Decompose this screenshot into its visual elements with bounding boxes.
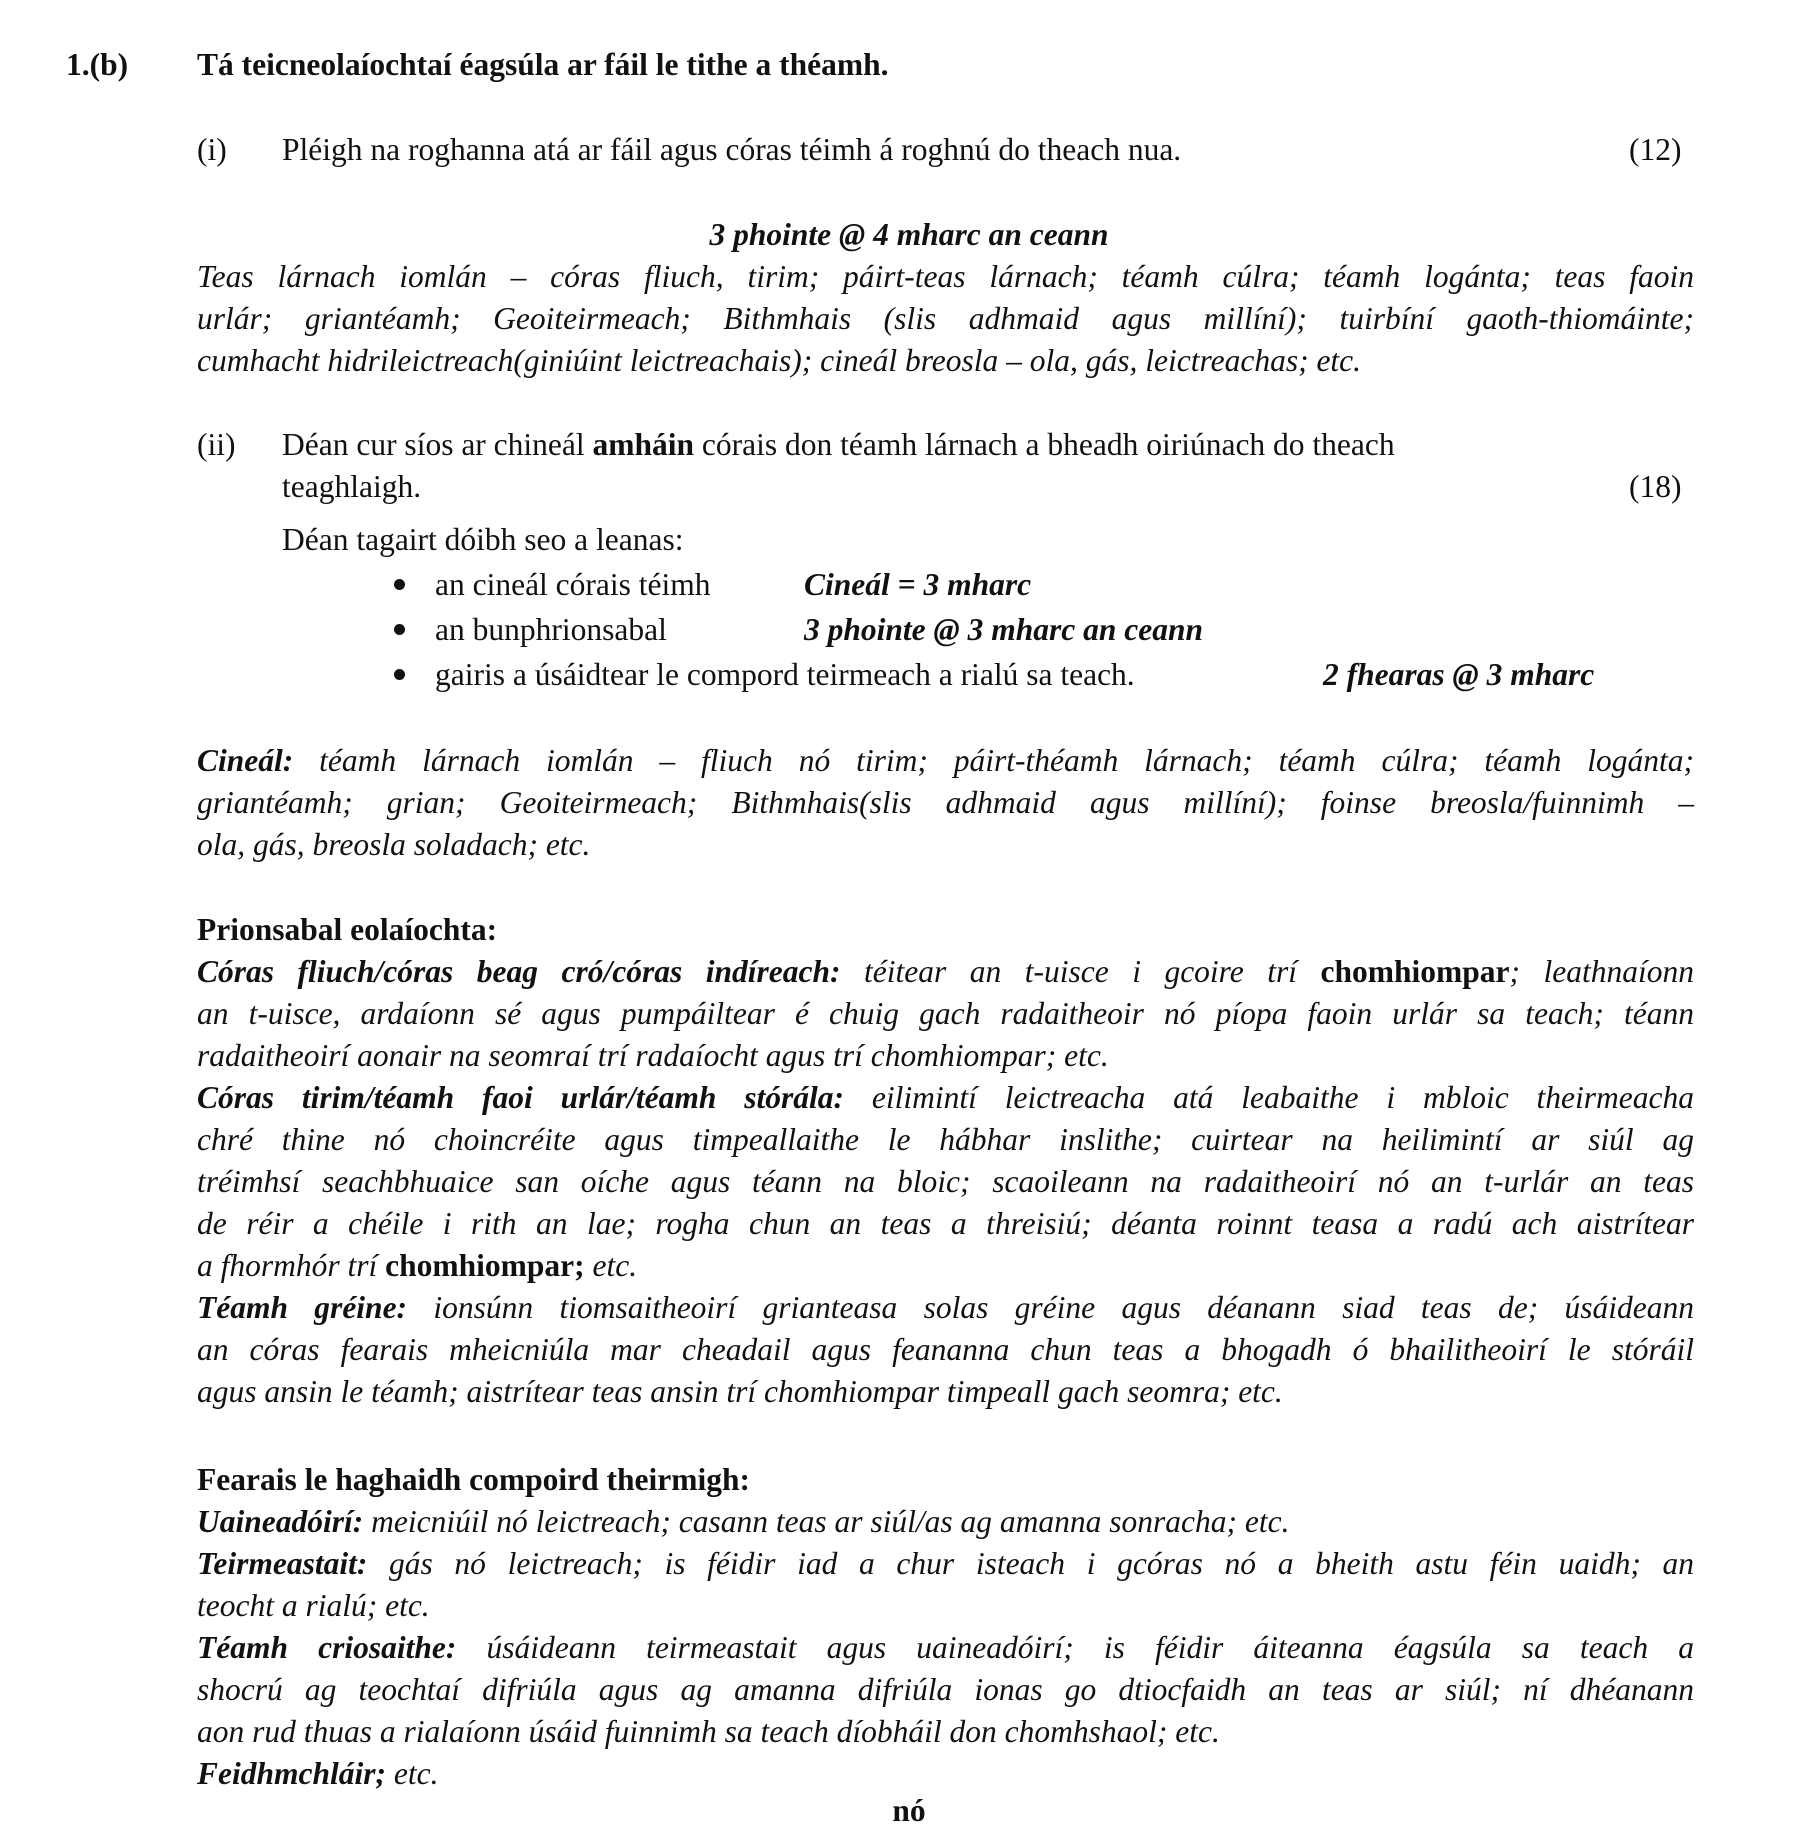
dry-text: eilimintí leictreacha atá leabaithe i mbloic theirmeacha: [844, 1080, 1694, 1115]
bullet-icon: [394, 624, 405, 635]
dry-text-b: etc.: [584, 1248, 638, 1283]
fearais-heading: Fearais le haghaidh compoird theirmigh:: [197, 1462, 750, 1497]
part-ii-text-a: Déan cur síos ar chineál: [282, 427, 593, 462]
bullet-text: an cineál córais téimh: [435, 567, 711, 602]
bullet-scheme: 2 fhearas @ 3 mharc: [1323, 657, 1595, 692]
timers-label: Uaineadóirí:: [197, 1504, 364, 1539]
zoned-text: úsáideann teirmeastait agus uaineadóirí; is féidir áiteanna éagsúla sa teach a: [456, 1630, 1694, 1665]
wet-label: Córas fliuch/córas beag cró/córas indíreach:: [197, 954, 841, 989]
solar-label: Téamh gréine:: [197, 1290, 408, 1325]
question-number: 1.(b): [66, 47, 129, 82]
zoned-label: Téamh criosaithe:: [197, 1630, 457, 1665]
dry-line: [197, 1077, 1694, 1119]
appliances-text: etc.: [386, 1756, 439, 1791]
bullet-text: gairis a úsáidtear le compord teirmeach a rialú sa teach.: [435, 657, 1135, 692]
zoned-line: shocrú ag teochtaí difriúla agus ag amanna difriúla ionas go dtiocfaidh an teas ar siúl; ní dhéanann: [197, 1672, 1694, 1707]
cineal-line: ola, gás, breosla soladach; etc.: [197, 827, 591, 862]
bullet-icon: [394, 669, 405, 680]
part-i-label: (i): [197, 132, 227, 167]
solar-line: agus ansin le téamh; aistrítear teas ansin trí chomhiompar timpeall gach seomra; etc.: [197, 1374, 1283, 1409]
cineal-label: Cineál:: [197, 743, 294, 778]
part-i-answer: [197, 256, 1694, 382]
prionsabal-body: [197, 951, 1694, 1413]
or-separator: nó: [892, 1793, 926, 1828]
prionsabal-heading: Prionsabal eolaíochta:: [197, 912, 498, 947]
cineal-answer: [197, 740, 1694, 866]
part-ii-refer: Déan tagairt dóibh seo a leanas:: [282, 522, 684, 557]
appliances-line: [197, 1753, 1694, 1795]
zoned-line: [197, 1627, 1694, 1669]
part-ii-label: (ii): [197, 427, 236, 462]
appliances-label: Feidhmchláir;: [197, 1756, 387, 1791]
wet-line: an t-uisce, ardaíonn sé agus pumpáiltear é chuig gach radaitheoir nó píopa faoin urlár sa teach; téann: [197, 996, 1694, 1031]
zoned-line: aon rud thuas a rialaíonn úsáid fuinnimh sa teach díobháil don chomhshaol; etc.: [197, 1714, 1220, 1749]
thermostats-line: teocht a rialú; etc.: [197, 1588, 430, 1623]
part-i-marks: (12): [1629, 132, 1682, 167]
timers-line: [197, 1501, 1694, 1543]
answer-line: urlár; griantéamh; Geoiteirmeach; Bithmhais (slis adhmaid agus millíní); tuirbíní gaoth-thiomáinte;: [197, 301, 1694, 336]
dry-label: Córas tirim/téamh faoi urlár/téamh stórála:: [197, 1080, 845, 1115]
thermostats-text: gás nó leictreach; is féidir iad a chur isteach i gcóras nó a bheith astu féin uaidh; an: [367, 1546, 1694, 1581]
wet-line: [197, 951, 1694, 993]
part-ii-text-b: córais don téamh lárnach a bheadh oiriúnach do theach: [694, 427, 1395, 462]
dry-line: [197, 1245, 1694, 1287]
solar-text: ionsúnn tiomsaitheoirí grianteasa solas gréine agus déanann siad teas de; úsáideann: [407, 1290, 1694, 1325]
bullet-icon: [394, 579, 405, 590]
question-title: Tá teicneolaíochtaí éagsúla ar fáil le tithe a théamh.: [197, 47, 889, 82]
answer-line: cumhacht hidrileictreach(giniúint leictreachais); cineál breosla – ola, gás, leictreachas; etc.: [197, 343, 1362, 378]
bullet-text: an bunphrionsabal: [435, 612, 667, 647]
part-i-scheme: 3 phointe @ 4 mharc an ceann: [709, 217, 1109, 252]
bullet-scheme: 3 phointe @ 3 mharc an ceann: [804, 612, 1204, 647]
solar-line: [197, 1287, 1694, 1329]
part-i-text: Pléigh na roghanna atá ar fáil agus córas téimh á roghnú do theach nua.: [282, 132, 1182, 167]
part-ii-marks: (18): [1629, 469, 1682, 504]
part-ii-text-bold: amháin: [592, 427, 695, 462]
thermostats-label: Teirmeastait:: [197, 1546, 368, 1581]
dry-line: tréimhsí seachbhuaice san oíche agus téann na bloic; scaoileann na radaitheoirí nó an t-urlár an teas: [197, 1164, 1694, 1199]
part-ii-text: [282, 424, 1395, 466]
wet-line: radaitheoirí aonair na seomraí trí radaíocht agus trí chomhiompar; etc.: [197, 1038, 1109, 1073]
dry-line: de réir a chéile i rith an lae; rogha chun an teas a threisiú; déanta roinnt teasa a radú ach aistrítear: [197, 1206, 1694, 1241]
wet-text-a: téitear an t-uisce i gcoire trí: [840, 954, 1321, 989]
part-ii-text-line2: teaghlaigh.: [282, 469, 422, 504]
cineal-line: [197, 740, 1694, 782]
answer-line: Teas lárnach iomlán – córas fliuch, tirim; páirt-teas lárnach; téamh cúlra; téamh logánta; teas faoin: [197, 259, 1694, 294]
bullet-scheme: Cineál = 3 mharc: [804, 567, 1032, 602]
timers-text: meicniúil nó leictreach; casann teas ar siúl/as ag amanna sonracha; etc.: [363, 1504, 1290, 1539]
dry-text-a: a fhormhór trí: [197, 1248, 386, 1283]
dry-line: chré thine nó choincréite agus timpeallaithe le hábhar inslithe; cuirtear na heilimintí ar siúl ag: [197, 1122, 1694, 1157]
wet-text-bold: chomhiompar: [1320, 954, 1510, 989]
cineal-line: griantéamh; grian; Geoiteirmeach; Bithmhais(slis adhmaid agus millíní); foinse breosla/fuinnimh –: [197, 785, 1694, 820]
solar-line: an córas fearais mheicniúla mar cheadail agus feananna chun teas a bhogadh ó bhailitheoirí le stóráil: [197, 1332, 1694, 1367]
fearais-body: [197, 1501, 1694, 1795]
dry-text-bold: chomhiompar;: [385, 1248, 585, 1283]
cineal-text: téamh lárnach iomlán – fliuch nó tirim; páirt-théamh lárnach; téamh cúlra; téamh logánta;: [293, 743, 1694, 778]
thermostats-line: [197, 1543, 1694, 1585]
wet-text-b: ; leathnaíonn: [1509, 954, 1694, 989]
